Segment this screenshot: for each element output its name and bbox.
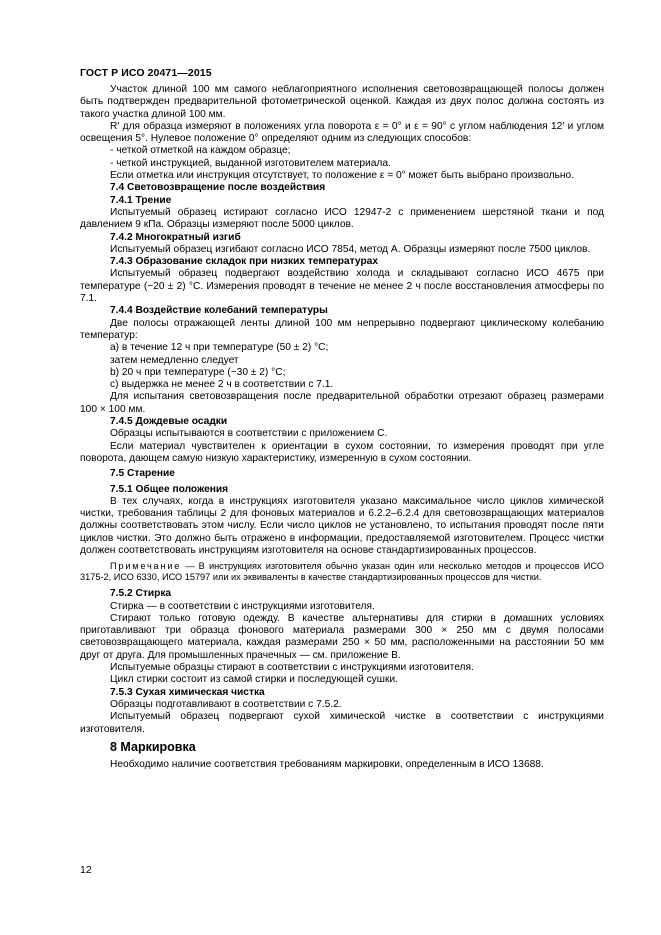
paragraph: Необходимо наличие соответствия требованиям маркировки, определенным в ИСО 13688. — [110, 758, 544, 770]
paragraph: Цикл стирки состоит из самой стирки и последующей сушки. — [110, 674, 398, 686]
section-heading: 7.5.3 Сухая химическая чистка — [110, 686, 265, 698]
note-paragraph — [80, 561, 604, 583]
page-header: ГОСТ Р ИСО 20471—2015 — [80, 67, 212, 79]
section-heading: 7.5 Старение — [110, 468, 175, 480]
paragraph: Стирают только готовую одежду. В качестве альтернативы для стирки в домашних условиях приготавливают три образца фонового материала размерами 300 × 250 мм с двумя полосами световозвращающего материала, каждая размерами 250 × 50 мм, расположенными на расстоянии 50 мм друг от друга. Для промышленных прачечных — см. приложение В. — [80, 612, 604, 661]
paragraph: Участок длиной 100 мм самого неблагоприятного исполнения световозвращающей полосы должен быть подтвержден предварительной фотометрической оценкой. Каждая из двух полос должна состоять из такого участка длиной 100 мм. — [80, 84, 604, 120]
paragraph: В тех случаях, когда в инструкциях изготовителя указано максимальное число циклов химической чистки, требования таблицы 2 для фоновых материалов и 6.2.2–6.2.4 для световозвращающих материалов должны соответствовать этом числу. Если число циклов не установлено, то испытания проводят после пяти циклов чистки. Это должно быть отражено в информации, предоставляемой изготовителем. Процесс чистки должен соответствовать инструкциям изготовителя на основе стандартизированных процессов. — [80, 495, 604, 556]
paragraph: Испытуемый образец истирают согласно ИСО 12947-2 с применением шерстяной ткани и под давлением 9 кПа. Образцы измеряют после 5000 циклов. — [80, 206, 604, 231]
paragraph: Испытуемые образцы стирают в соответствии с инструкциями изготовителя. — [110, 662, 474, 674]
section-heading: 7.5.2 Стирка — [110, 588, 172, 600]
paragraph: Образцы испытываются в соответствии с приложением С. — [110, 428, 388, 440]
list-item: b) 20 ч при температуре (−30 ± 2) °С; — [110, 366, 286, 378]
note-label: Примечание — [110, 561, 182, 572]
section-heading: 7.4.4 Воздействие колебаний температуры — [110, 305, 328, 317]
section-heading: 7.4.5 Дождевые осадки — [110, 416, 228, 428]
paragraph: Если материал чувствителен к ориентации в сухом состоянии, то измерения проводят при угле поворота, дающем самую низкую характеристику, измеренную в сухом состоянии. — [80, 440, 604, 464]
section-heading: 7.5.1 Общее положения — [110, 483, 229, 495]
list-item: а) в течение 12 ч при температуре (50 ± 2) °С; — [110, 342, 329, 354]
paragraph: Испытуемый образец подвергают воздействию холода и складывают согласно ИСО 4675 при температуре (−20 ± 2) °С. Измерения проводят в течение не менее 2 ч после восстановления атмосферы по 7.1. — [80, 268, 604, 305]
paragraph: Стирка — в соответствии с инструкциями изготовителя. — [110, 600, 375, 612]
note-text: — В инструкциях изготовителя обычно указан один или несколько методов и процессов ИСО 3175-2, ИСО 6330, ИСО 15797 или их эквиваленты в качестве стандартизированных процессов для чистки. — [80, 561, 604, 583]
paragraph: Испытуемый образец изгибают согласно ИСО 7854, метод А. Образцы измеряют после 7500 циклов. — [110, 243, 591, 255]
paragraph: Если отметка или инструкция отсутствует, то положение ε = 0° может быть выбрано произвольно. — [110, 170, 575, 182]
section-heading: 7.4 Световозвращение после воздействия — [110, 182, 326, 194]
paragraph: Две полосы отражающей ленты длиной 100 мм непрерывно подвергают циклическому колебанию температур: — [80, 317, 604, 341]
paragraph: R′ для образца измеряют в положениях угла поворота ε = 0° и ε = 90° с углом наблюдения 12′ и углом освещения 5°. Нулевое положение 0° определяют одним из следующих способов: — [80, 120, 604, 145]
section-heading: 7.4.1 Трение — [110, 194, 172, 206]
list-item: затем немедленно следует — [110, 354, 239, 366]
paragraph: Для испытания световозвращения после предварительной обработки отрезают образец размерами 100 × 100 мм. — [80, 391, 604, 415]
list-item: - четкой инструкцией, выданной изготовителем материала. — [110, 157, 391, 169]
list-item: - четкой отметкой на каждом образце; — [110, 145, 291, 157]
chapter-heading: 8 Маркировка — [110, 739, 196, 754]
section-heading: 7.4.3 Образование складок при низких температурах — [110, 256, 379, 268]
list-item: с) выдержка не менее 2 ч в соответствии с 7.1. — [110, 379, 334, 391]
page-content — [80, 84, 604, 771]
page-number: 12 — [80, 864, 92, 876]
paragraph: Испытуемый образец подвергают сухой химической чистке в соответствии с инструкциями изготовителя. — [80, 711, 604, 735]
paragraph: Образцы подготавливают в соответствии с 7.5.2. — [110, 698, 342, 710]
section-heading: 7.4.2 Многократный изгиб — [110, 231, 241, 243]
